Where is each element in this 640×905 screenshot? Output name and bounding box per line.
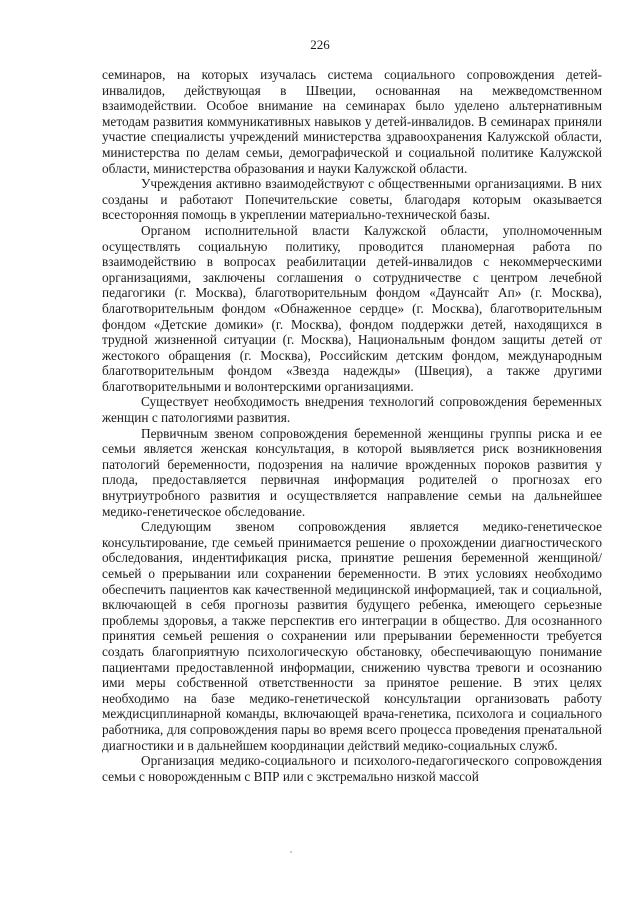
document-body bbox=[102, 67, 602, 784]
page-number: 226 bbox=[310, 37, 330, 52]
paragraph-organization: Организация медико-социального и психолого-педагогического сопровождения семьи с новорожденным с ВПР или с экстремально низкой массой bbox=[102, 753, 602, 784]
paragraph-next-link: Следующим звеном сопровождения является медико-генетическое консультирование, где семьей принимается решение о прохождении диагностического обследования, индентификация риска, принятие решения беременной женщиной/семьей о прерывании или сохранении беременности. В этих условиях необходимо обеспечить пациентов как качественной медицинской информацией, так и социальной, включающей в себя прогнозы развития будущего ребенка, имеющего серьезные проблемы здоровья, а также перспектив его интеграции в общество. Для осознанного принятия семьей решения о сохранении или прерывании беременности требуется создать благоприятную психологическую обстановку, обеспечивающую понимание пациентами предоставленной информации, снижению чувства тревоги и осознанию ими меры собственной ответственности за принятое решение. В этих целях необходимо на базе медико-генетической консультации организовать работу междисциплинарной команды, включающей врача-генетика, психолога и социального работника, для сопровождения пары во время всего процесса проведения пренатальной диагностики и в дальнейшем координации действий медико-социальных служб. bbox=[102, 519, 602, 753]
paragraph-primary-link: Первичным звеном сопровождения беременной женщины группы риска и ее семьи является женская консультация, в которой выявляется риск возникновения патологий беременности, подозрения на наличие врожденных пороков развития у плода, предоставляется первичная информация родителей о прогнозах его внутриутробного развития и осуществляется направление семьи на дальнейшее медико-генетическое обследование. bbox=[102, 425, 602, 519]
paragraph-seminars: семинаров, на которых изучалась система социального сопровождения детей-инвалидов, действующая в Швеции, основанная на межведомственном взаимодействии. Особое внимание на семинарах было уделено альтернативным методам развития коммуникативных навыков у детей-инвалидов. В семинарах приняли участие специалисты учреждений министерства здравоохранения Калужской области, министерства по делам семьи, демографической и социальной политике Калужской области, министерства образования и науки Калужской области. bbox=[102, 67, 602, 176]
scan-speck bbox=[290, 851, 292, 853]
paragraph-public-organizations: Учреждения активно взаимодействуют с общественными организациями. В них созданы и работают Попечительские советы, благодаря которым оказывается всесторонняя помощь в укреплении материально-технической базы. bbox=[102, 176, 602, 223]
paragraph-necessity: Существует необходимость внедрения технологий сопровождения беременных женщин с патологиями развития. bbox=[102, 394, 602, 426]
paragraph-executive-authority: Органом исполнительной власти Калужской области, уполномоченным осуществлять социальную политику, проводится планомерная работа по взаимодействию в вопросах реабилитации детей-инвалидов с некоммерческими организациями, заключены соглашения о сотрудничестве с центром лечебной педагогики (г. Москва), благотворительным фондом «Даунсайт Ап» (г. Москва), благотворительным фондом «Обнаженное сердце» (г. Москва), благотворительным фондом «Детские домики» (г. Москва), фондом поддержки детей, находящихся в трудной жизненной ситуации (г. Москва), Национальным фондом защиты детей от жестокого обращения (г. Москва), Российским детским фондом, международным благотворительным фондом «Звезда надежды» (Швеция), а также другими благотворительными и волонтерскими организациями. bbox=[102, 222, 602, 394]
